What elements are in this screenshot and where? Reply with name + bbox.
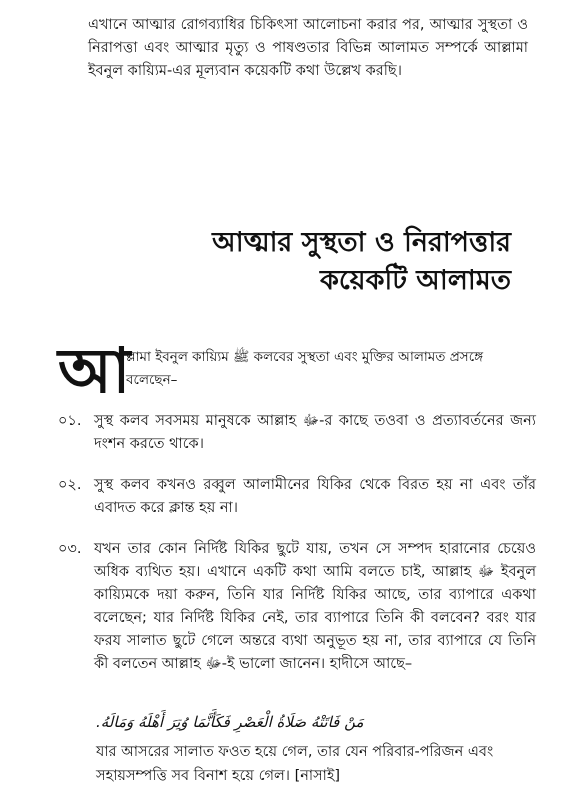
section-heading-line-2: কয়েকটি আলামত: [319, 265, 511, 296]
list-item-text: যখন তার কোন নির্দিষ্ট যিকির ছুটে যায়, তখন সে সম্পদ হারানোর চেয়েও অধিক ব্যথিত হয়। এখানে একটি কথা আমি বলতে চাই, আল্লাহ ﷻ ইবনুল কায়্যিমকে দয়া করুন, তিনি যার নির্দিষ্ট যিকির আছে, তার ব্যাপারে একথা বলেছেন; যার নির্দিষ্ট যিকির নেই, তার ব্যাপারে তিনি কী বলবেন? বরং যার ফরয সালাত ছুটে গেলে অন্তরে ব্যথা অনুভূত হয় না, তার ব্যাপারে যে তিনি কী বলতেন আল্লাহ ﷻ-ই ভালো জানেন। হাদীসে আছে–: [94, 541, 536, 672]
list-item: [58, 410, 536, 456]
list-item-number: ০১.: [58, 413, 82, 429]
hadith-translation-text: যার আসরের সালাত ফওত হয়ে গেল, তার যেন পরিবার-পরিজন এবং সহায়সম্পত্তি সব বিনাশ হয়ে গেল।: [96, 744, 494, 784]
list-item: [58, 474, 536, 520]
intro-paragraph: এখানে আত্মার রোগব্যাধির চিকিৎসা আলোচনা করার পর, আত্মার সুস্থতা ও নিরাপত্তা এবং আত্মার মৃত্যু ও পাষণ্ডতার বিভিন্ন আলামত সম্পর্কে আল্লামা ইবনুল কায়্যিম-এর মূল্যবান কয়েকটি কথা উল্লেখ করছি।: [88, 17, 528, 79]
list-item-number: ০৩.: [58, 541, 82, 557]
list-item-text: সুস্থ কলব কখনও রব্বুল আলামীনের যিকির থেকে বিরত হয় না এবং তাঁর এবাদত করে ক্লান্ত হয় না।: [94, 477, 536, 516]
list-item-text: সুস্থ কলব সবসময় মানুষকে আল্লাহ ﷻ-র কাছে তওবা ও প্রত্যাবর্তনের জন্য দংশন করতে থাকে।: [94, 413, 536, 452]
section-heading: [212, 224, 511, 300]
hadith-arabic-text: مَنْ فَاتَتْهُ صَلَاةُ الْعَصْرِ فَكَأَنَّمَا وُتِرَ أَهْلَهُ وَمَالَهُ.: [96, 713, 364, 731]
hadith-translation: [96, 740, 536, 788]
opening-paragraph: ল্লামা ইবনুল কায়্যিম ﷺ কলবের সুস্থতা এবং মুক্তির আলামত প্রসঙ্গে বলেছেন–: [126, 349, 484, 388]
section-heading-line-1: আত্মার সুস্থতা ও নিরাপত্তার: [212, 227, 511, 258]
list-item: [58, 538, 536, 676]
hadith-source: [নাসাই]: [294, 768, 341, 784]
drop-cap: আ: [58, 334, 129, 407]
list-item-number: ০২.: [58, 477, 82, 493]
